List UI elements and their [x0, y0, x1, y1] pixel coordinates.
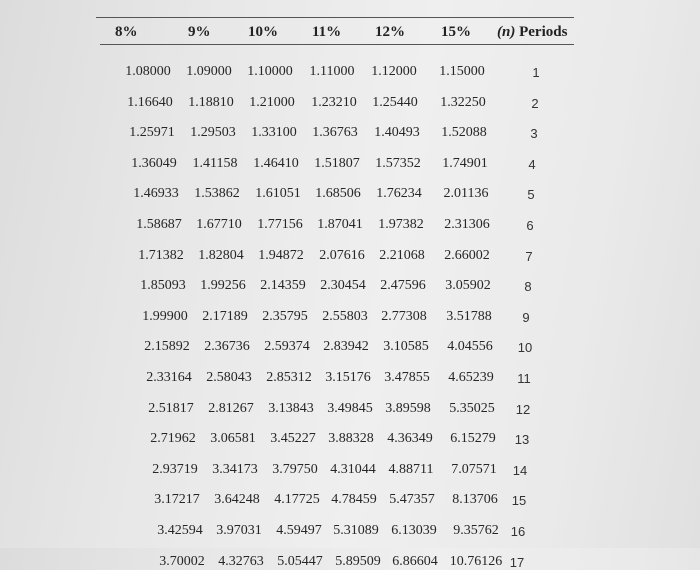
period-number: 7	[525, 249, 533, 264]
period-number: 10	[517, 340, 533, 355]
table-cell: 2.31306	[444, 217, 490, 232]
table-cell: 1.46410	[253, 156, 299, 171]
table-cell: 5.35025	[449, 401, 495, 416]
table-cell: 1.74901	[442, 156, 488, 171]
table-cell: 1.82804	[198, 248, 244, 263]
table-cell: 4.59497	[276, 523, 322, 538]
table-cell: 3.15176	[325, 370, 371, 385]
table-cell: 1.52088	[441, 125, 487, 140]
table-cell: 1.97382	[378, 217, 424, 232]
header-rate-8: 8%	[115, 24, 138, 40]
header-rate-10: 10%	[248, 24, 278, 40]
period-number: 8	[524, 279, 532, 294]
table-cell: 4.04556	[447, 339, 493, 354]
table-cell: 5.47357	[389, 492, 435, 507]
table-cell: 4.88711	[388, 462, 434, 477]
table-cell: 1.46933	[133, 186, 179, 201]
table-cell: 1.09000	[186, 64, 232, 79]
table-cell: 3.89598	[385, 401, 431, 416]
table-cell: 1.41158	[192, 156, 238, 171]
table-cell: 1.57352	[375, 156, 421, 171]
table-cell: 2.93719	[152, 462, 198, 477]
table-cell: 2.35795	[262, 309, 308, 324]
table-cell: 2.71962	[150, 431, 196, 446]
table-cell: 4.31044	[330, 462, 376, 477]
period-number: 9	[522, 310, 530, 325]
header-rule	[100, 44, 574, 45]
period-number: 1	[532, 65, 540, 80]
table-cell: 3.45227	[270, 431, 316, 446]
table-cell: 5.05447	[277, 554, 323, 569]
periods-word: Periods	[519, 24, 568, 40]
table-cell: 2.07616	[319, 248, 365, 263]
table-cell: 2.17189	[202, 309, 248, 324]
table-cell: 1.10000	[247, 64, 293, 79]
table-cell: 2.30454	[320, 278, 366, 293]
table-cell: 2.14359	[260, 278, 306, 293]
table-cell: 3.51788	[446, 309, 492, 324]
table-cell: 1.25440	[372, 95, 418, 110]
table-cell: 1.68506	[315, 186, 361, 201]
header-rate-15: 15%	[441, 24, 471, 40]
table-cell: 6.86604	[392, 554, 438, 569]
table-cell: 2.58043	[206, 370, 252, 385]
table-cell: 1.76234	[376, 186, 422, 201]
table-cell: 4.65239	[448, 370, 494, 385]
table-cell: 2.66002	[444, 248, 490, 263]
table-cell: 1.85093	[140, 278, 186, 293]
table-cell: 1.32250	[440, 95, 486, 110]
table-cell: 2.15892	[144, 339, 190, 354]
table-cell: 1.40493	[374, 125, 420, 140]
period-number: 3	[530, 126, 538, 141]
table-cell: 1.11000	[309, 64, 355, 79]
table-cell: 2.83942	[323, 339, 369, 354]
table-cell: 3.70002	[159, 554, 205, 569]
table-cell: 9.35762	[453, 523, 499, 538]
table-cell: 1.53862	[194, 186, 240, 201]
table-cell: 6.15279	[450, 431, 496, 446]
table-cell: 1.51807	[314, 156, 360, 171]
table-cell: 4.17725	[274, 492, 320, 507]
table-cell: 1.99256	[200, 278, 246, 293]
table-cell: 2.33164	[146, 370, 192, 385]
periods-symbol: (n)	[497, 24, 516, 40]
table-cell: 3.88328	[328, 431, 374, 446]
table-cell: 1.36049	[131, 156, 177, 171]
period-number: 2	[531, 96, 539, 111]
table-cell: 1.99900	[142, 309, 188, 324]
table-cell: 2.47596	[380, 278, 426, 293]
table-cell: 2.59374	[264, 339, 310, 354]
table-cell: 1.58687	[136, 217, 182, 232]
table-cell: 1.29503	[190, 125, 236, 140]
table-cell: 2.55803	[322, 309, 368, 324]
table-cell: 1.25971	[129, 125, 175, 140]
table-cell: 2.51817	[148, 401, 194, 416]
period-number: 13	[514, 432, 530, 447]
table-cell: 1.77156	[257, 217, 303, 232]
table-cell: 1.12000	[371, 64, 417, 79]
table-cell: 1.21000	[249, 95, 295, 110]
table-cell: 1.67710	[196, 217, 242, 232]
table-cell: 3.49845	[327, 401, 373, 416]
table-cell: 3.79750	[272, 462, 318, 477]
table-cell: 3.97031	[216, 523, 262, 538]
table-cell: 1.94872	[258, 248, 304, 263]
table-cell: 4.36349	[387, 431, 433, 446]
period-number: 12	[515, 402, 531, 417]
period-number: 16	[510, 524, 526, 539]
header-rate-12: 12%	[375, 24, 405, 40]
table-cell: 3.13843	[268, 401, 314, 416]
table-cell: 8.13706	[452, 492, 498, 507]
table-cell: 3.34173	[212, 462, 258, 477]
table-cell: 3.64248	[214, 492, 260, 507]
period-number: 6	[526, 218, 534, 233]
period-number: 15	[511, 493, 527, 508]
table-cell: 4.78459	[331, 492, 377, 507]
table-cell: 4.32763	[218, 554, 264, 569]
header-rate-9: 9%	[188, 24, 211, 40]
header-periods	[497, 24, 567, 41]
table-cell: 1.71382	[138, 248, 184, 263]
table-cell: 1.33100	[251, 125, 297, 140]
table-cell: 1.36763	[312, 125, 358, 140]
table-cell: 10.76126	[449, 554, 503, 569]
table-cell: 5.89509	[335, 554, 381, 569]
table-cell: 1.08000	[125, 64, 171, 79]
header-rate-11: 11%	[312, 24, 342, 40]
table-cell: 2.21068	[379, 248, 425, 263]
table-cell: 1.23210	[311, 95, 357, 110]
table-cell: 3.42594	[157, 523, 203, 538]
table-cell: 2.81267	[208, 401, 254, 416]
table-cell: 3.06581	[210, 431, 256, 446]
table-cell: 3.10585	[383, 339, 429, 354]
period-number: 17	[509, 555, 525, 570]
table-cell: 1.87041	[317, 217, 363, 232]
table-cell: 2.01136	[443, 186, 489, 201]
table-cell: 1.16640	[127, 95, 173, 110]
table-cell: 7.07571	[451, 462, 497, 477]
table-cell: 3.17217	[154, 492, 200, 507]
period-number: 14	[512, 463, 528, 478]
table-cell: 1.15000	[439, 64, 485, 79]
table-cell: 3.47855	[384, 370, 430, 385]
period-number: 4	[528, 157, 536, 172]
period-number: 11	[517, 371, 531, 386]
table-cell: 6.13039	[391, 523, 437, 538]
table-cell: 5.31089	[333, 523, 379, 538]
table-cell: 2.36736	[204, 339, 250, 354]
period-number: 5	[527, 187, 535, 202]
table-cell: 3.05902	[445, 278, 491, 293]
table-top-rule	[96, 17, 574, 18]
table-cell: 1.18810	[188, 95, 234, 110]
table-cell: 2.77308	[381, 309, 427, 324]
table-cell: 1.61051	[255, 186, 301, 201]
table-cell: 2.85312	[266, 370, 312, 385]
